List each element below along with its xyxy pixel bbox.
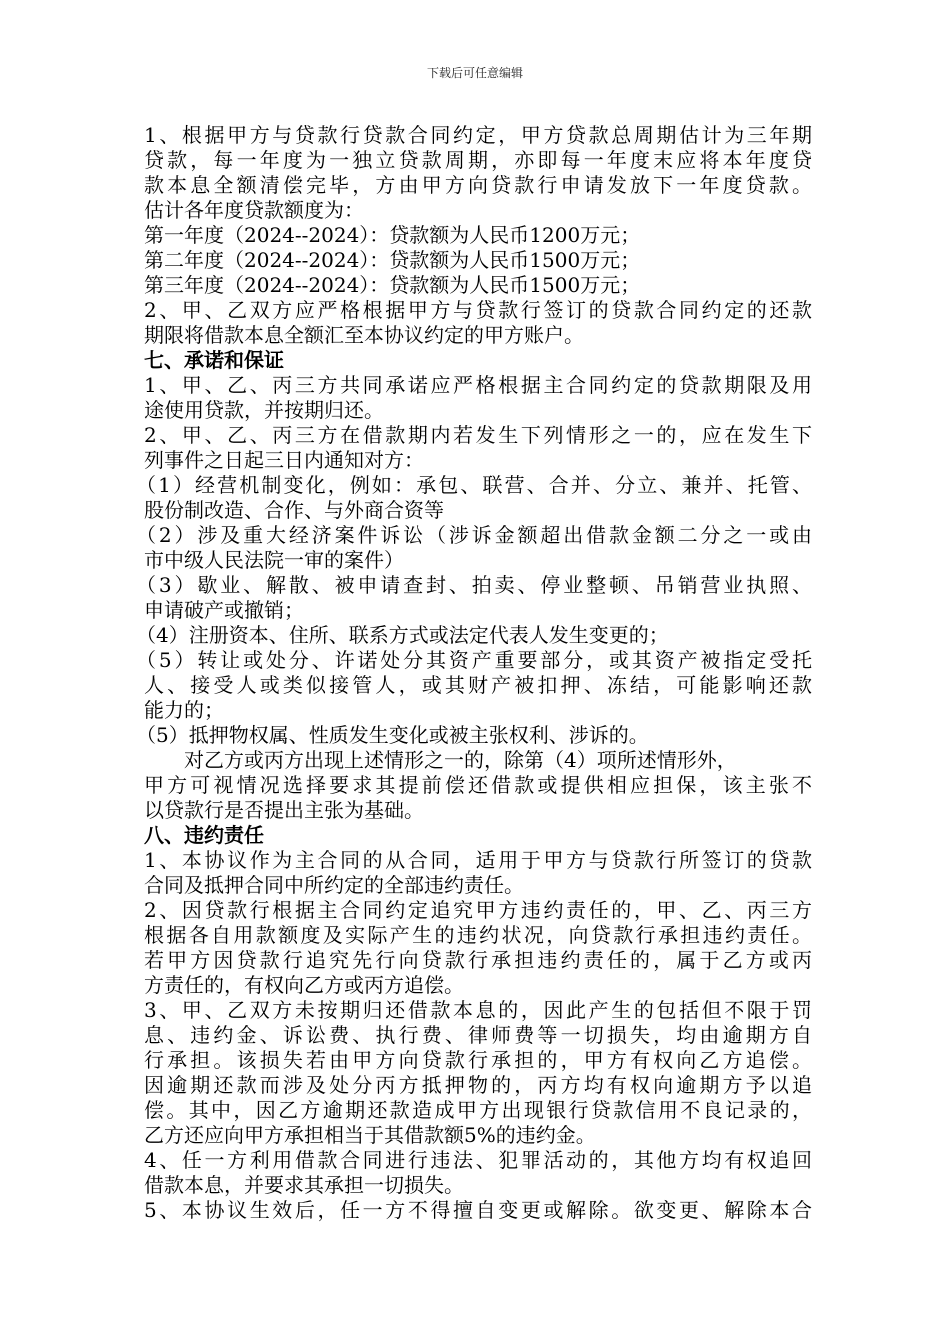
text-line: 1、甲、乙、丙三方共同承诺应严格根据主合同约定的贷款期限及用 [144,373,812,397]
text-line: （5）抵押物权属、性质发生变化或被主张权利、涉诉的。 [136,723,649,747]
text-line: 息、违约金、诉讼费、执行费、律师费等一切损失，均由逾期方自 [144,1023,812,1047]
text-line: 款本息全额清偿完毕，方由甲方向贷款行申请发放下一年度贷款。 [144,173,812,197]
text-line: 能力的； [144,698,224,722]
text-line: 若甲方因贷款行追究先行向贷款行承担违约责任的，属于乙方或丙 [144,948,812,972]
text-line: 5、本协议生效后，任一方不得擅自变更或解除。欲变更、解除本合 [144,1198,812,1222]
text-line: 2、因贷款行根据主合同约定追究甲方违约责任的，甲、乙、丙三方 [144,898,812,922]
text-line: 乙方还应向甲方承担相当于其借款额5%的违约金。 [144,1123,596,1147]
text-line: 1、根据甲方与贷款行贷款合同约定，甲方贷款总周期估计为三年期 [144,123,812,147]
text-line: （5）转让或处分、许诺处分其资产重要部分，或其资产被指定受托 [136,648,812,672]
text-line: 2、甲、乙双方应严格根据甲方与贷款行签订的贷款合同约定的还款 [144,298,812,322]
text-line: 第一年度（2024--2024）：贷款额为人民币1200万元； [144,223,641,247]
text-line: （3）歇业、解散、被申请查封、拍卖、停业整顿、吊销营业执照、 [136,573,812,597]
text-line: 市中级人民法院一审的案件） [144,548,404,572]
text-line: （4）注册资本、住所、联系方式或法定代表人发生变更的； [136,623,669,647]
text-line: 贷款，每一年度为一独立贷款周期，亦即每一年度末应将本年度贷 [144,148,812,172]
text-line: 1、本协议作为主合同的从合同，适用于甲方与贷款行所签订的贷款 [144,848,812,872]
section-heading: 七、承诺和保证 [144,348,284,372]
text-line: 2、甲、乙、丙三方在借款期内若发生下列情形之一的，应在发生下 [144,423,812,447]
text-line: 途使用贷款，并按期归还。 [144,398,384,422]
text-line: 估计各年度贷款额度为： [144,198,364,222]
text-line: 列事件之日起三日内通知对方： [144,448,424,472]
page-header: 下载后可任意编辑 [426,66,523,80]
text-line: 股份制改造、合作、与外商合资等 [144,498,444,522]
text-line: 3、甲、乙双方未按期归还借款本息的，因此产生的包括但不限于罚 [144,998,812,1022]
text-line: 以贷款行是否提出主张为基础。 [144,798,424,822]
text-line: 甲方可视情况选择要求其提前偿还借款或提供相应担保，该主张不 [144,773,812,797]
text-line: 合同及抵押合同中所约定的全部违约责任。 [144,873,524,897]
text-line: 期限将借款本息全额汇至本协议约定的甲方账户。 [144,323,584,347]
text-line: 根据各自用款额度及实际产生的违约状况，向贷款行承担违约责任。 [144,923,812,947]
text-line: （2）涉及重大经济案件诉讼（涉诉金额超出借款金额二分之一或由 [136,523,812,547]
text-line: 借款本息，并要求其承担一切损失。 [144,1173,464,1197]
document-body [136,123,812,1223]
text-line: 对乙方或丙方出现上述情形之一的，除第（4）项所述情形外， [184,748,737,772]
text-line: 第三年度（2024--2024）：贷款额为人民币1500万元； [144,273,641,297]
text-line: 方责任的，有权向乙方或丙方追偿。 [144,973,464,997]
section-heading: 八、违约责任 [144,823,264,847]
text-line: （1）经营机制变化，例如：承包、联营、合并、分立、兼并、托管、 [136,473,812,497]
text-line: 人、接受人或类似接管人，或其财产被扣押、冻结，可能影响还款 [144,673,812,697]
text-line: 行承担。该损失若由甲方向贷款行承担的，甲方有权向乙方追偿。 [144,1048,812,1072]
text-line: 因逾期还款而涉及处分丙方抵押物的，丙方均有权向逾期方予以追 [144,1073,812,1097]
text-line: 申请破产或撤销； [144,598,304,622]
text-line: 偿。其中，因乙方逾期还款造成甲方出现银行贷款信用不良记录的， [144,1098,812,1122]
text-line: 第二年度（2024--2024）：贷款额为人民币1500万元； [144,248,641,272]
text-line: 4、任一方利用借款合同进行违法、犯罪活动的，其他方均有权追回 [144,1148,812,1172]
